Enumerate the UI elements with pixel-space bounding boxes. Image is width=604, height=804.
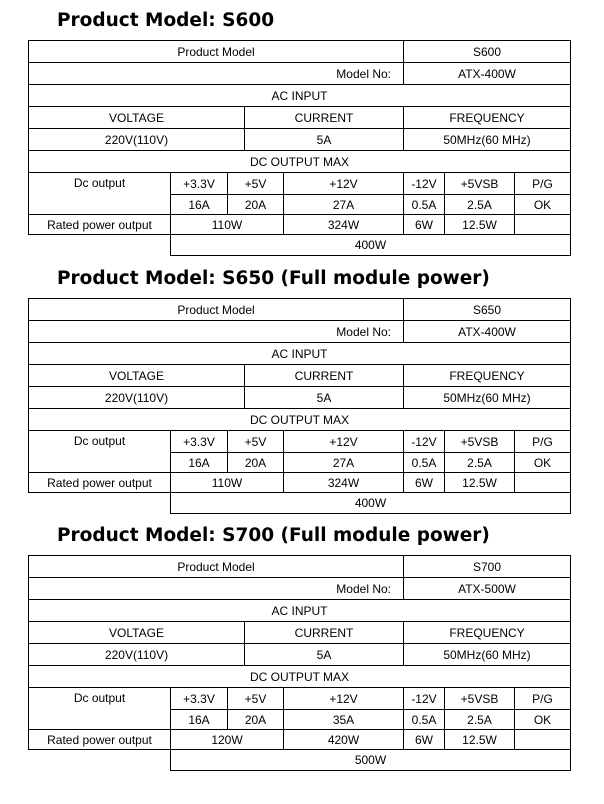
current-label: CURRENT (244, 364, 404, 387)
voltage-label: VOLTAGE (28, 621, 245, 644)
current-5v: 20A (227, 452, 284, 473)
rail-3v3: +3.3V (170, 430, 228, 453)
rated-5vsb: 12.5W (444, 472, 515, 493)
model-heading: Product Model: S650 (Full module power) (57, 268, 490, 289)
frequency-value: 50MHz(60 MHz) (403, 128, 571, 151)
current-neg12v: 0.5A (403, 452, 445, 473)
frequency-value: 50MHz(60 MHz) (403, 386, 571, 409)
model-no-label: Model No: (28, 320, 404, 343)
product-model-value: S650 (403, 298, 571, 321)
product-model-label: Product Model (28, 298, 404, 321)
rated-power-label: Rated power output (28, 472, 171, 493)
current-value: 5A (244, 128, 404, 151)
rated-neg12v: 6W (403, 472, 445, 493)
voltage-value: 220V(110V) (28, 128, 245, 151)
rail-3v3: +3.3V (170, 687, 228, 710)
current-neg12v: 0.5A (403, 194, 445, 215)
dc-output-label: Dc output (28, 430, 171, 473)
rated-12v: 324W (283, 472, 404, 493)
current-3v3: 16A (170, 194, 228, 215)
frequency-label: FREQUENCY (403, 364, 571, 387)
current-pg: OK (514, 452, 571, 473)
current-pg: OK (514, 709, 571, 730)
current-3v3: 16A (170, 709, 228, 730)
dc-output-label: Dc output (28, 687, 171, 730)
model-heading: Product Model: S700 (Full module power) (57, 525, 490, 546)
model-no-label: Model No: (28, 62, 404, 85)
current-12v: 35A (283, 709, 404, 730)
rated-power-label: Rated power output (28, 214, 171, 235)
rail-5v: +5V (227, 172, 284, 195)
rail-neg12v: -12V (403, 430, 445, 453)
model-no-label: Model No: (28, 577, 404, 600)
current-12v: 27A (283, 452, 404, 473)
rail-5vsb: +5VSB (444, 687, 515, 710)
product-model-label: Product Model (28, 555, 404, 578)
dc-output-label: Dc output (28, 172, 171, 215)
rail-12v: +12V (283, 172, 404, 195)
ac-input-header: AC INPUT (28, 599, 571, 622)
rail-pg: P/G (514, 687, 571, 710)
total-power: 400W (170, 492, 571, 514)
voltage-value: 220V(110V) (28, 386, 245, 409)
rated-3v3-5v: 110W (170, 472, 284, 493)
ac-input-header: AC INPUT (28, 342, 571, 365)
rail-5vsb: +5VSB (444, 430, 515, 453)
rated-12v: 324W (283, 214, 404, 235)
rated-5vsb: 12.5W (444, 214, 515, 235)
current-label: CURRENT (244, 621, 404, 644)
current-12v: 27A (283, 194, 404, 215)
rated-neg12v: 6W (403, 729, 445, 750)
rail-12v: +12V (283, 687, 404, 710)
current-5vsb: 2.5A (444, 194, 515, 215)
spec-table (28, 298, 570, 513)
dc-output-max-header: DC OUTPUT MAX (28, 408, 571, 431)
current-value: 5A (244, 643, 404, 666)
rated-neg12v: 6W (403, 214, 445, 235)
rated-power-label: Rated power output (28, 729, 171, 750)
model-no-value: ATX-400W (403, 320, 571, 343)
model-heading: Product Model: S600 (57, 10, 275, 31)
current-3v3: 16A (170, 452, 228, 473)
rail-5v: +5V (227, 687, 284, 710)
voltage-label: VOLTAGE (28, 364, 245, 387)
ac-input-header: AC INPUT (28, 84, 571, 107)
current-neg12v: 0.5A (403, 709, 445, 730)
dc-output-max-header: DC OUTPUT MAX (28, 150, 571, 173)
total-power: 500W (170, 749, 571, 771)
current-pg: OK (514, 194, 571, 215)
rated-pg-empty (514, 214, 571, 235)
rail-pg: P/G (514, 430, 571, 453)
frequency-label: FREQUENCY (403, 621, 571, 644)
frequency-value: 50MHz(60 MHz) (403, 643, 571, 666)
rail-5vsb: +5VSB (444, 172, 515, 195)
rated-pg-empty (514, 729, 571, 750)
rated-3v3-5v: 120W (170, 729, 284, 750)
rail-pg: P/G (514, 172, 571, 195)
rated-3v3-5v: 110W (170, 214, 284, 235)
voltage-value: 220V(110V) (28, 643, 245, 666)
current-5vsb: 2.5A (444, 452, 515, 473)
current-label: CURRENT (244, 106, 404, 129)
rail-neg12v: -12V (403, 687, 445, 710)
rated-12v: 420W (283, 729, 404, 750)
product-model-value: S600 (403, 40, 571, 63)
product-model-label: Product Model (28, 40, 404, 63)
rail-5v: +5V (227, 430, 284, 453)
current-5vsb: 2.5A (444, 709, 515, 730)
rated-5vsb: 12.5W (444, 729, 515, 750)
current-5v: 20A (227, 194, 284, 215)
current-value: 5A (244, 386, 404, 409)
current-5v: 20A (227, 709, 284, 730)
rail-neg12v: -12V (403, 172, 445, 195)
spec-table (28, 555, 570, 770)
spec-table (28, 40, 570, 255)
product-model-value: S700 (403, 555, 571, 578)
rail-12v: +12V (283, 430, 404, 453)
dc-output-max-header: DC OUTPUT MAX (28, 665, 571, 688)
model-no-value: ATX-500W (403, 577, 571, 600)
model-no-value: ATX-400W (403, 62, 571, 85)
frequency-label: FREQUENCY (403, 106, 571, 129)
voltage-label: VOLTAGE (28, 106, 245, 129)
rated-pg-empty (514, 472, 571, 493)
total-power: 400W (170, 234, 571, 256)
rail-3v3: +3.3V (170, 172, 228, 195)
